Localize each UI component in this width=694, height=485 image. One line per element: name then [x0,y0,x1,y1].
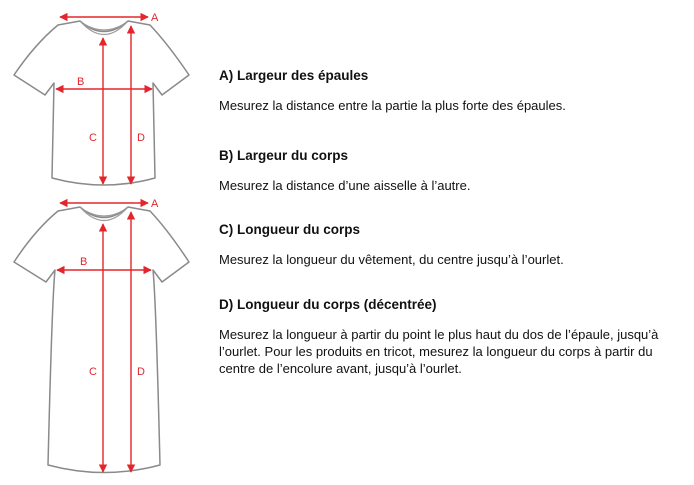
t-shirt-outline [14,21,189,185]
section-body-width [219,148,679,194]
section-heading: B) Largeur du corps [219,148,349,163]
section-body-length [219,222,679,268]
dress-label-a: A [151,198,159,210]
t-shirt-label-a: A [151,12,159,24]
section-description: Mesurez la longueur du vêtement, du centre jusqu’à l’ourlet. [219,252,564,267]
section-shoulder-width [219,68,679,114]
dress-label-c: C [89,366,97,378]
dress-outline [14,207,189,473]
t-shirt-label-d: D [137,132,145,144]
dress-figure [14,198,189,473]
section-heading: D) Longueur du corps (décentrée) [219,297,437,312]
section-description: Mesurez la distance entre la partie la plus forte des épaules. [219,98,566,113]
garment-diagrams [0,0,200,485]
measurement-diagram [0,0,200,485]
section-description: Mesurez la distance d’une aisselle à l’autre. [219,178,471,193]
t-shirt-label-c: C [89,132,97,144]
t-shirt-label-b: B [77,76,85,88]
section-heading: A) Largeur des épaules [219,68,369,83]
dress-label-b: B [80,256,88,268]
section-offset-body-length [219,297,679,377]
t-shirt-figure [14,12,189,185]
dress-label-d: D [137,366,145,378]
section-heading: C) Longueur du corps [219,222,360,237]
section-description: Mesurez la longueur à partir du point le plus haut du dos de l’épaule, jusqu’à l’ourlet. Pour les produits en tricot, mesurez la longueur du corps à partir du centre de l’encolure avant, jusqu’à l’ourlet. [219,327,659,376]
